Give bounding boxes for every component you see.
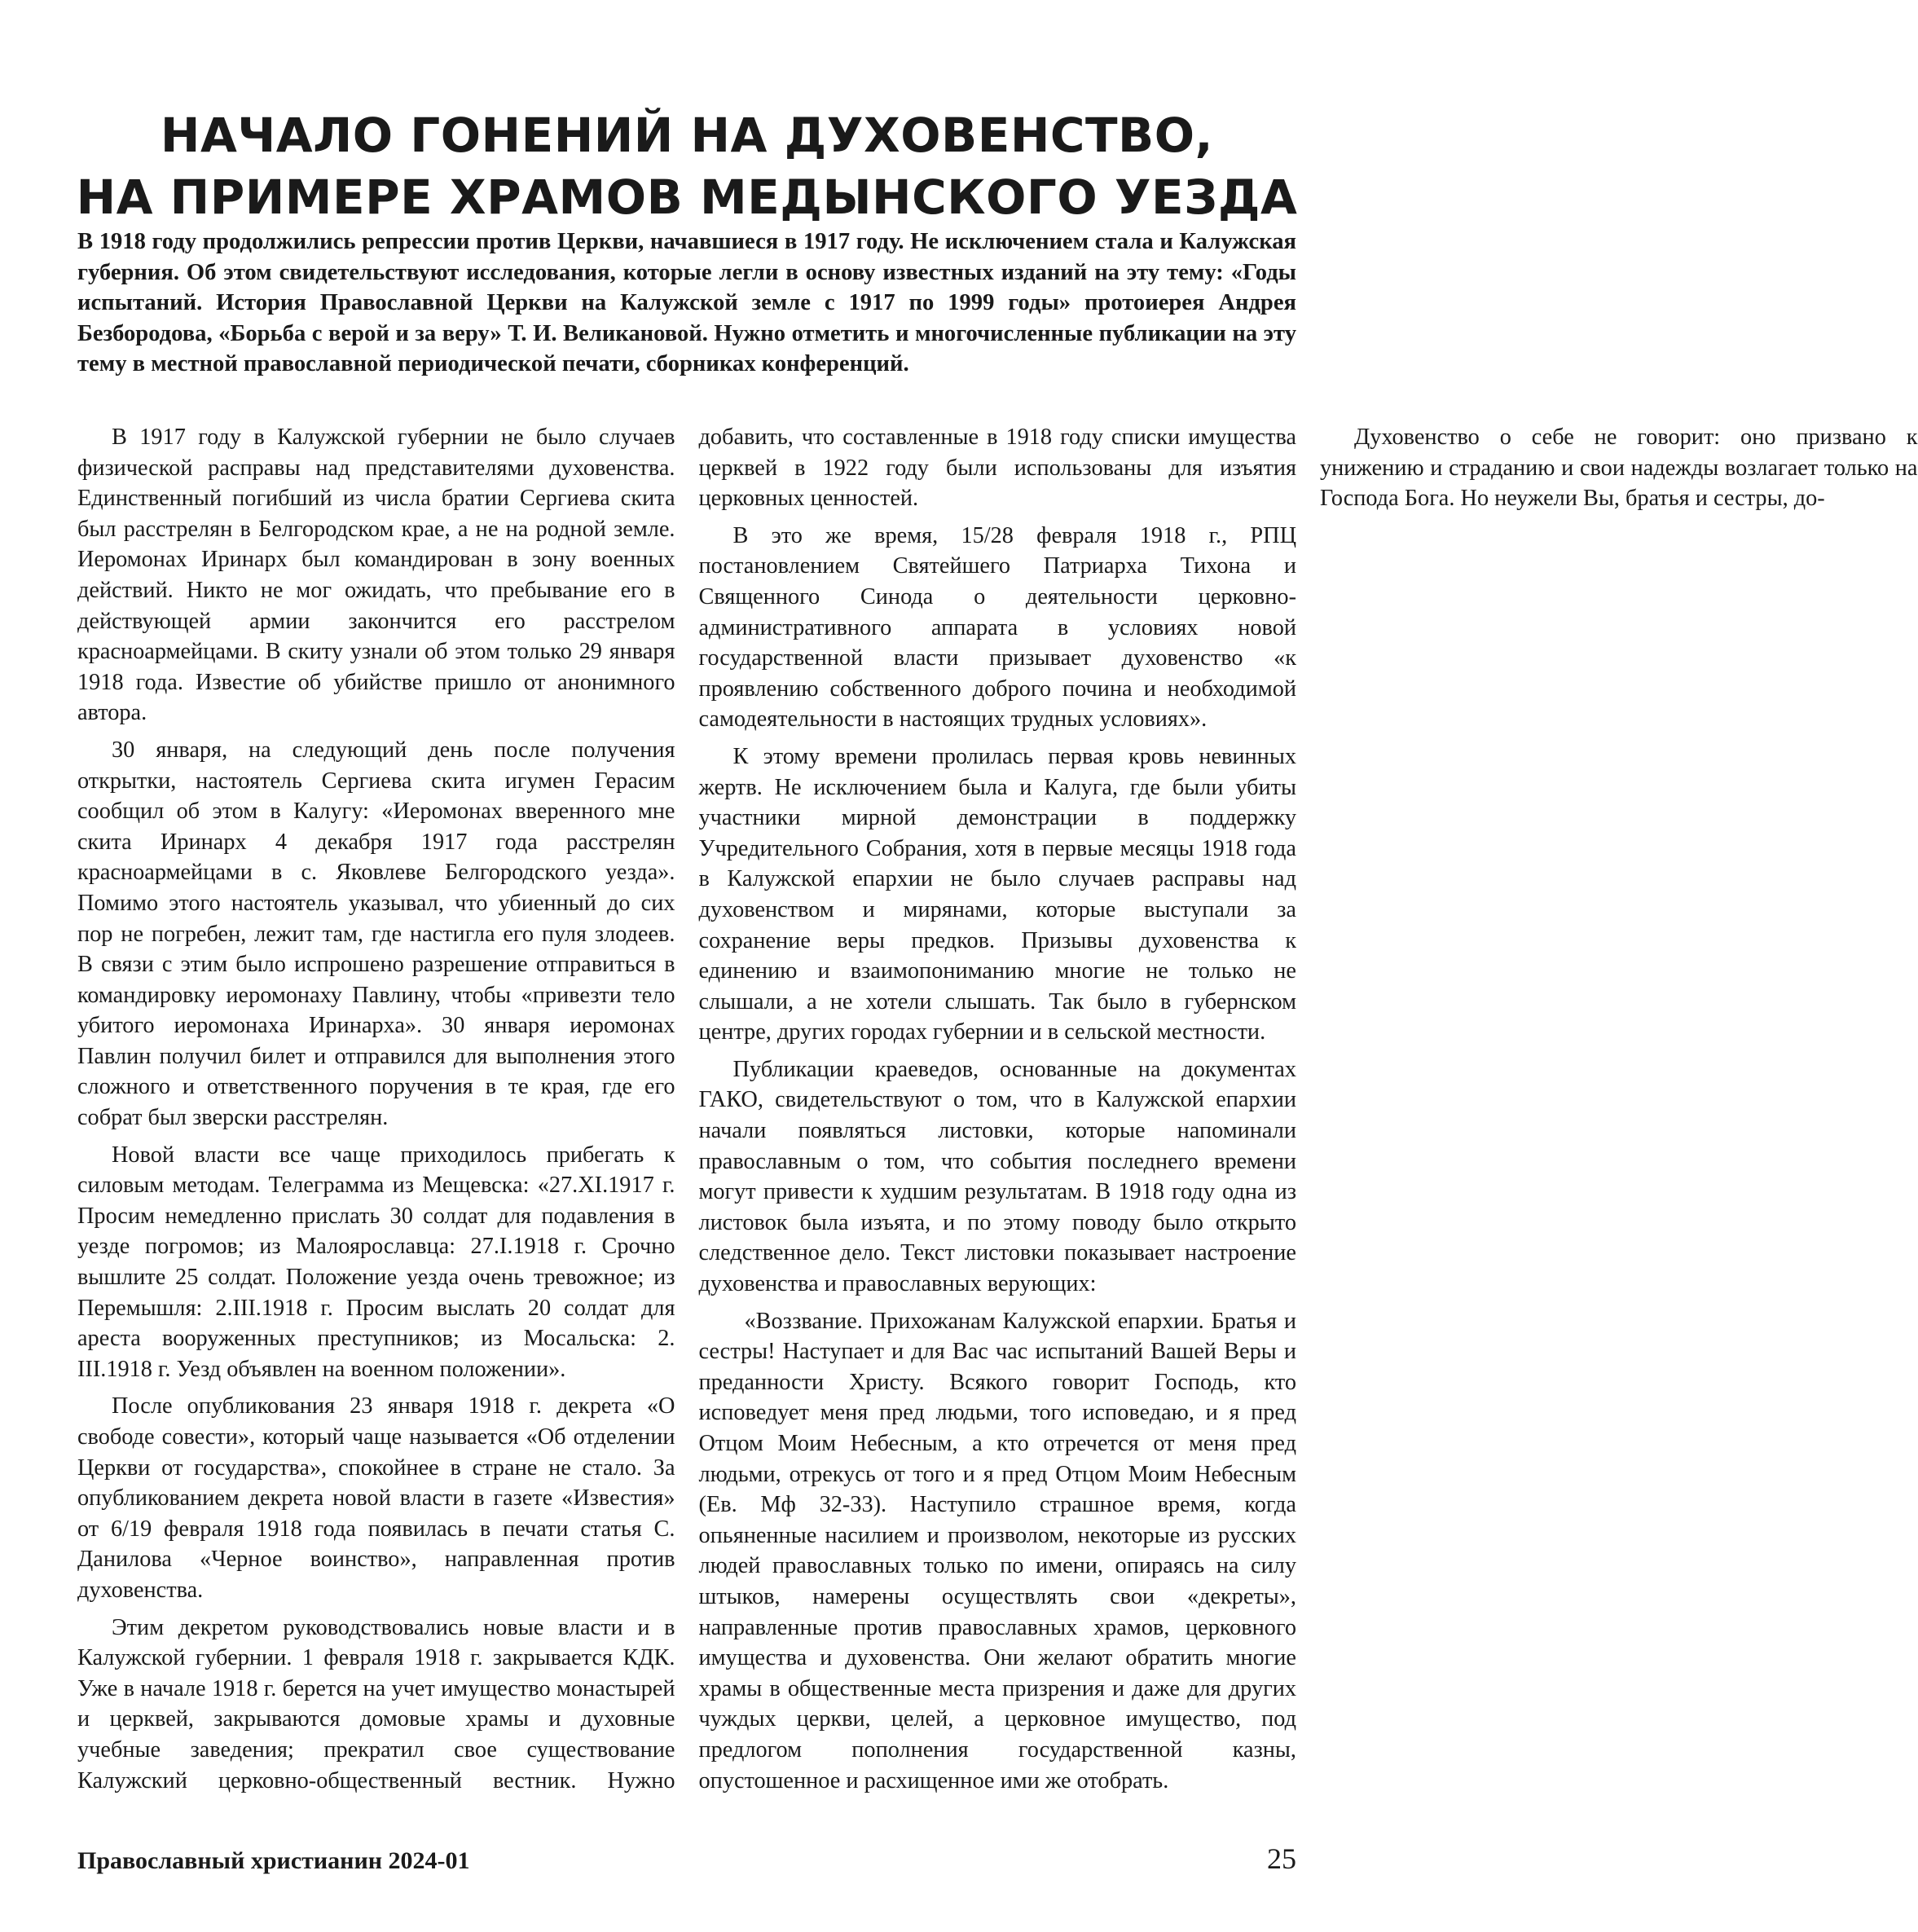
body-paragraph: В 1917 году в Калужской губернии не было случаев физической расправы над представителями духовенства. Единственный погибший из числа братии Сергиева скита был расстрелян в Белгородском крае, а не на родной земле. Иеромонах Иринарх был командирован в зону военных действий. Никто не мог ожидать, что пребывание его в действующей армии закончится его расстрелом красноармейцами. В скиту узнали об этом только 29 января 1918 года. Известие об убийстве пришло от анонимного автора. [77, 425, 675, 726]
leaflet-quote-paragraph: «Воззвание. Прихожанам Калужской епархии. Братья и сестры! Наступает и для Вас час испытаний Вашей Веры и преданности Христу. Всякого говорит Господь, кто исповедует меня пред людьми, того исповедаю, и я пред Отцом Моим Небесным, а кто отречется от меня пред людьми, отрекусь от того и я пред Отцом Моим Небесным (Ев. Мф 32-33). Наступило страшное время, когда опьяненные насилием и произволом, некоторые из русских людей православных только по имени, опираясь на силу штыков, намерены осуществлять свои «декреты», направленные против православных храмов, церковного имущества и духовенства. Они желают обратить многие храмы в общественные места призрения и даже для других чуждых церкви, целей, а церковное имущество, под предлогом пополнения государственной казны, опустошенное и расхищенное ими же отобрать. [698, 1308, 1296, 1793]
article-lead: В 1918 году продолжились репрессии против Церкви, начавшиеся в 1917 году. Не исключением стала и Калужская губерния. Об этом свидетельствуют исследования, которые легли в основу известных изданий на эту тему: «Годы испытаний. История Православной Церкви на Калужской земле с 1917 по 1999 годы» протоиерея Андрея Безбородова, «Борьба с верой и за веру» Т. И. Великановой. Нужно отметить и многочисленные публикации на эту тему в местной православной периодической печати, сборниках конференций. [77, 229, 1296, 376]
body-paragraph: После опубликования 23 января 1918 г. декрета «О свободе совести», который чаще называется «Об отделении Церкви от государства», спокойнее в стране не стало. За опубликованием декрета новой власти в газете «Известия» от 6/19 февраля 1918 года появилась в печати статья С. Данилова «Черное воинство», направленная против духовенства. [77, 1393, 675, 1603]
body-paragraph: Публикации краеведов, основанные на документах ГАКО, свидетельствуют о том, что в Калужской епархии начали появляться листовки, которые напоминали православным о том, что события последнего времени могут привести к худшим результатам. В 1918 году одна из листовок была изъята, и по этому поводу было открыто следственное дело. Текст листовки показывает настроение духовенства и православных верующих: [698, 1056, 1296, 1297]
body-paragraph: К этому времени пролилась первая кровь невинных жертв. Не исключением была и Калуга, где были убиты участники мирной демонстрации в поддержку Учредительного Собрания, хотя в первые месяцы 1918 года в Калужской епархии не было случаев расправы над духовенством и мирянами, которые выступали за сохранение веры предков. Призывы духовенства к единению и взаимопониманию многие не только не слышали, а не хотели слышать. Так было в губернском центре, других городах губернии и в сельской местности. [698, 743, 1296, 1045]
body-paragraph: 30 января, на следующий день после получения открытки, настоятель Сергиева скита игумен Герасим сообщил об этом в Калугу: «Иеромонах вверенного мне скита Иринарх 4 декабря 1917 года расстрелян красноармейцами в с. Яковлеве Белгородского уезда». Помимо этого настоятель указывал, что убиенный до сих пор не погребен, лежит там, где настигла его пуля злодеев. В связи с этим было испрошено разрешение отправиться в командировку иеромонаху Павлину, чтобы «привезти тело убитого иеромонаха Иринарха». 30 января иеромонах Павлин получил билет и отправился для выполнения этого сложного и ответственного поручения в те края, где его собрат был зверски расстрелян. [77, 737, 675, 1131]
article-title [73, 104, 1300, 228]
body-paragraph: В это же время, 15/28 февраля 1918 г., РПЦ постановлением Святейшего Патриарха Тихона и Священного Синода о деятельности церковно-административного аппарата в условиях новой государственной власти призывает духовенство «к проявлению собственного доброго почина и необходимой самодеятельности в настоящих трудных условиях». [698, 522, 1296, 733]
article-title-line-1: НАЧАЛО ГОНЕНИЙ НА ДУХОВЕНСТВО, [160, 108, 1214, 163]
publication-name: Православный христианин 2024-01 [77, 1847, 470, 1874]
page-number: 25 [1267, 1842, 1296, 1875]
body-paragraph: Духовенство о себе не говорит: оно призвано к унижению и страданию и свои надежды возлагает только на Господа Бога. Но неужели Вы, братья и сестры, до- [1320, 425, 1918, 512]
article-title-line-2: НА ПРИМЕРЕ ХРАМОВ МЕДЫНСКОГО УЕЗДА [76, 169, 1298, 225]
article-body [77, 422, 1918, 1807]
body-paragraph: Новой власти все чаще приходилось прибегать к силовым методам. Телеграмма из Мещевска: «27.XI.1917 г. Просим немедленно прислать 30 солдат для подавления в уезде погромов; из Малоярославца: 27.I.1918 г. Срочно вышлите 25 солдат. Положение уезда очень тревожное; из Перемышля: 2.III.1918 г. Просим выслать 20 солдат для ареста вооруженных преступников; из Мосальска: 2. III.1918 г. Уезд объявлен на военном положении». [77, 1142, 675, 1382]
body-paragraph: Этим декретом руководствовались новые власти и в Калужской губернии. 1 февраля 1918 г. закрывается КДК. Уже в начале 1918 г. берется на учет имущество монастырей и церквей, закрываются домовые храмы и духовные учебные заведения; прекратил свое существование Калужский церковно-общественный вестник. Нужно добавить, что составленные в 1918 году списки имущества церквей в 1922 году были использованы для изъятия церковных ценностей. [77, 425, 1296, 1793]
